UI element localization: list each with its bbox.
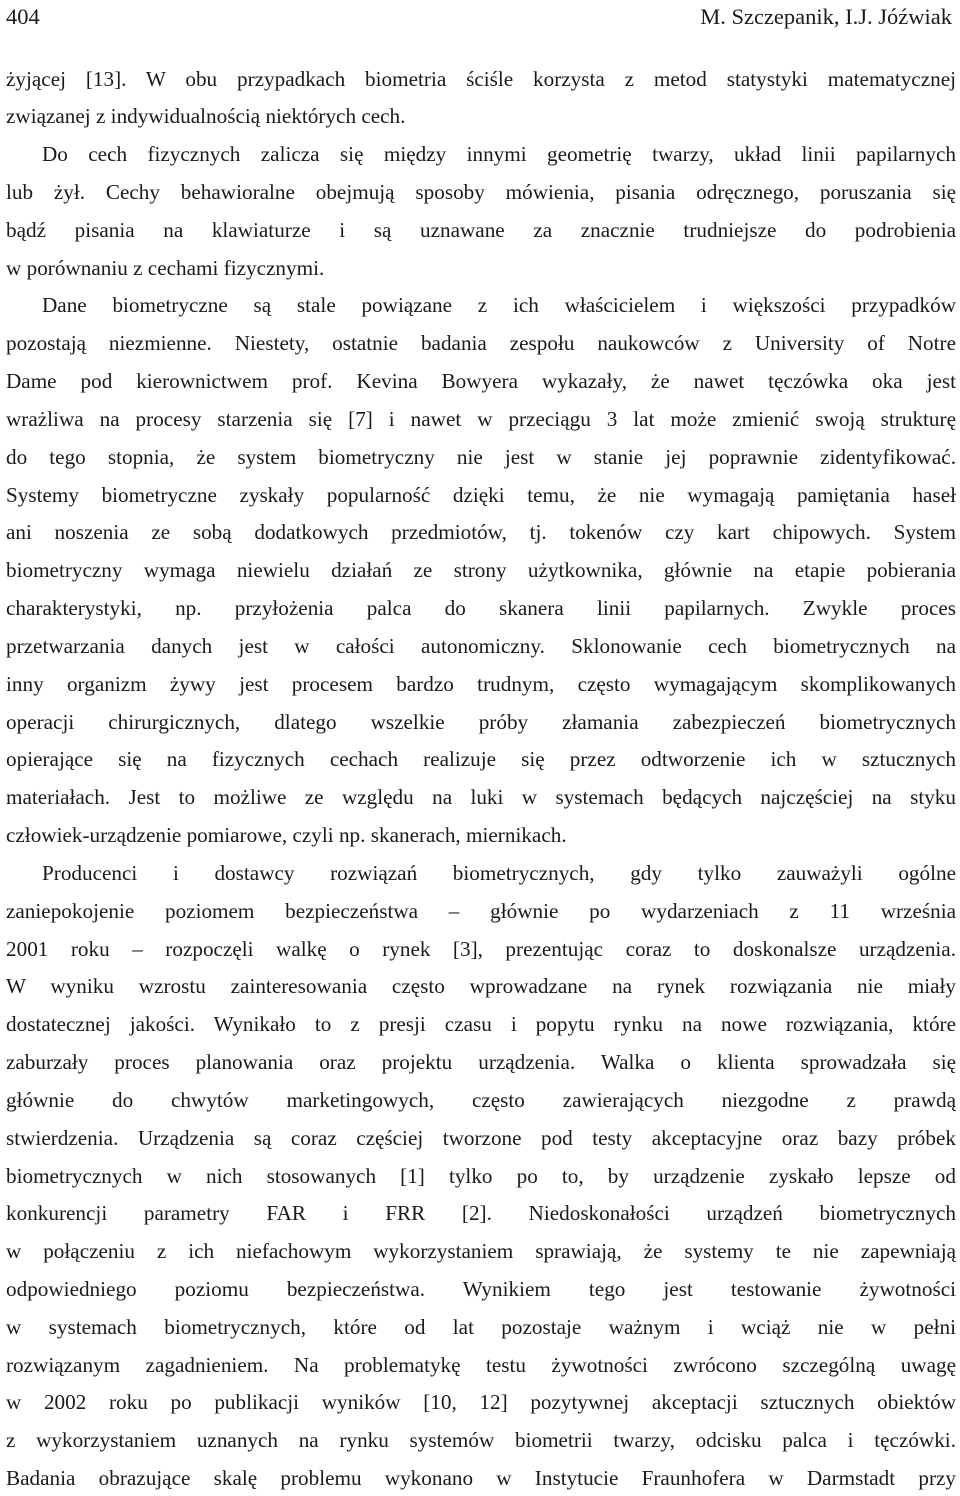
- text-line: do tego stopnia, że system biometryczny nie jest w stanie jej poprawnie zidentyfikować.: [6, 444, 956, 469]
- text-line: materiałach. Jest to możliwe ze względu na luki w systemach będących najczęściej na styku: [6, 785, 956, 810]
- text-line: w porównaniu z cechami fizycznymi.: [6, 255, 325, 280]
- text-line: głównie do chwytów marketingowych, często zawierających niezgodne z prawdą: [6, 1087, 956, 1112]
- text-line: wrażliwa na procesy starzenia się [7] i nawet w przeciągu 3 lat może zmienić swoją strukturę: [6, 406, 956, 431]
- body-text: [6, 61, 956, 1496]
- text-line: odpowiedniego poziomu bezpieczeństwa. Wynikiem tego jest testowanie żywotności: [6, 1277, 956, 1301]
- text-line: zaniepokojenie poziomem bezpieczeństwa – głównie po wydarzeniach z 11 września: [6, 898, 956, 923]
- text-line: rozwiązanym zagadnieniem. Na problematykę testu żywotności zwrócono szczególną uwagę: [6, 1352, 956, 1377]
- text-line: biometrycznych w nich stosowanych [1] tylko po to, by urządzenie zyskało lepsze od: [6, 1163, 956, 1188]
- text-line: opierające się na fizycznych cechach realizuje się przez odtworzenie ich w sztucznych: [6, 747, 956, 772]
- text-line: Systemy biometryczne zyskały popularność dzięki temu, że nie wymagają pamiętania haseł: [6, 482, 956, 507]
- text-line: inny organizm żywy jest procesem bardzo trudnym, często wymagającym skomplikowanych: [6, 671, 956, 696]
- text-line: żyjącej [13]. W obu przypadkach biometria ściśle korzysta z metod statystyki matematycznej: [6, 66, 956, 91]
- text-line: w 2002 roku po publikacji wyników [10, 12] pozytywnej akceptacji sztucznych obiektów: [6, 1390, 956, 1415]
- text-line: Dame pod kierownictwem prof. Kevina Bowyera wykazały, że nawet tęczówka oka jest: [6, 369, 956, 394]
- text-line: Dane biometryczne są stale powiązane z ich właścicielem i większości przypadków: [42, 293, 956, 318]
- text-line: lub żył. Cechy behawioralne obejmują sposoby mówienia, pisania odręcznego, poruszania się: [6, 179, 956, 204]
- text-line: związanej z indywidualnością niektórych cech.: [6, 104, 406, 129]
- text-line: w połączeniu z ich niefachowym wykorzystaniem sprawiają, że systemy te nie zapewniają: [6, 1239, 956, 1264]
- text-line: 2001 roku – rozpoczęli walkę o rynek [3], prezentując coraz to doskonalsze urządzenia.: [6, 936, 956, 961]
- text-line: pozostają niezmienne. Niestety, ostatnie badania zespołu naukowców z University of Notre: [6, 331, 956, 356]
- text-line: zaburzały proces planowania oraz projektu urządzenia. Walka o klienta sprowadzała się: [6, 1050, 956, 1075]
- text-line: stwierdzenia. Urządzenia są coraz częściej tworzone pod testy akceptacyjne oraz bazy próbek: [6, 1125, 956, 1150]
- text-line: dostatecznej jakości. Wynikało to z presji czasu i popytu rynku na nowe rozwiązania, które: [6, 1012, 956, 1037]
- text-line: Badania obrazujące skalę problemu wykonano w Instytucie Fraunhofera w Darmstadt przy: [6, 1466, 956, 1491]
- text-line: z wykorzystaniem uznanych na rynku systemów biometrii twarzy, odcisku palca i tęczówki.: [6, 1428, 956, 1453]
- text-line: Producenci i dostawcy rozwiązań biometrycznych, gdy tylko zauważyli ogólne: [42, 860, 956, 885]
- text-line: operacji chirurgicznych, dlatego wszelkie próby złamania zabezpieczeń biometrycznych: [6, 709, 956, 734]
- text-line: w systemach biometrycznych, które od lat pozostaje ważnym i wciąż nie w pełni: [6, 1314, 956, 1339]
- text-line: konkurencji parametry FAR i FRR [2]. Niedoskonałości urządzeń biometrycznych: [6, 1201, 956, 1226]
- header-authors: M. Szczepanik, I.J. Jóźwiak: [700, 4, 952, 29]
- running-header: [6, 2, 952, 32]
- text-line: przetwarzania danych jest w całości autonomiczny. Sklonowanie cech biometrycznych na: [6, 633, 956, 658]
- text-line: bądź pisania na klawiaturze i są uznawane za znacznie trudniejsze do podrobienia: [6, 217, 956, 242]
- text-line: ani noszenia ze sobą dodatkowych przedmiotów, tj. tokenów czy kart chipowych. System: [6, 520, 956, 545]
- text-line: człowiek-urządzenie pomiarowe, czyli np. skanerach, miernikach.: [6, 823, 567, 848]
- text-line: charakterystyki, np. przyłożenia palca do skanera linii papilarnych. Zwykle proces: [6, 596, 956, 621]
- text-line: biometryczny wymaga niewielu działań ze strony użytkownika, głównie na etapie pobierania: [6, 558, 956, 583]
- text-line: Do cech fizycznych zalicza się między innymi geometrię twarzy, układ linii papilarnych: [42, 142, 956, 167]
- text-line: W wyniku wzrostu zainteresowania często wprowadzane na rynek rozwiązania nie miały: [6, 974, 956, 999]
- page-number: 404: [6, 4, 40, 29]
